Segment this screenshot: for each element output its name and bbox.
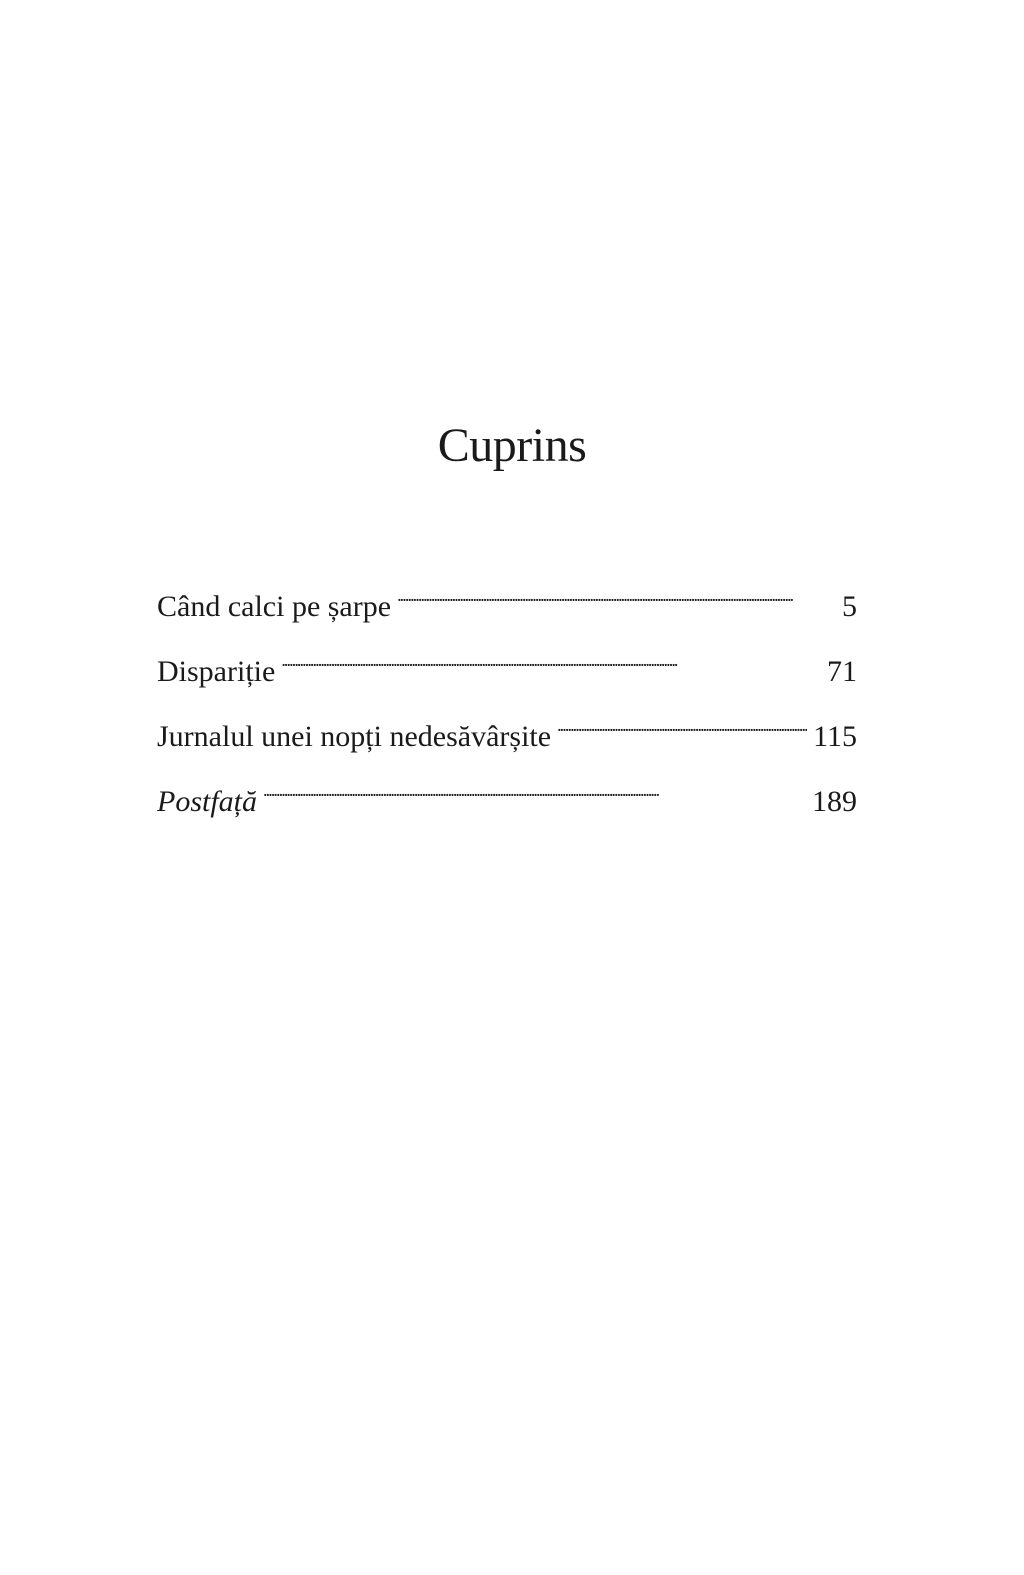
table-of-contents bbox=[157, 572, 857, 832]
toc-entry-page-number: 71 bbox=[827, 655, 857, 688]
dot-leader bbox=[557, 702, 807, 746]
toc-entry-page-number: 5 bbox=[842, 590, 857, 623]
dot-leader bbox=[397, 572, 836, 616]
dot-leader bbox=[281, 637, 821, 681]
toc-entry-page-number: 115 bbox=[813, 720, 857, 753]
toc-entry bbox=[157, 572, 857, 623]
toc-entry-title: Postfață bbox=[157, 785, 258, 818]
dot-leader bbox=[263, 767, 806, 811]
toc-entry-page-number: 189 bbox=[812, 785, 857, 818]
toc-entry bbox=[157, 702, 857, 753]
toc-entry-title: Dispariție bbox=[157, 655, 276, 688]
toc-entry-title: Jurnalul unei nopți nedesăvârșite bbox=[157, 720, 552, 753]
toc-entry-title: Când calci pe șarpe bbox=[157, 590, 392, 623]
page-title: Cuprins bbox=[437, 419, 587, 472]
toc-entry-afterword bbox=[157, 767, 857, 818]
toc-entry bbox=[157, 637, 857, 688]
